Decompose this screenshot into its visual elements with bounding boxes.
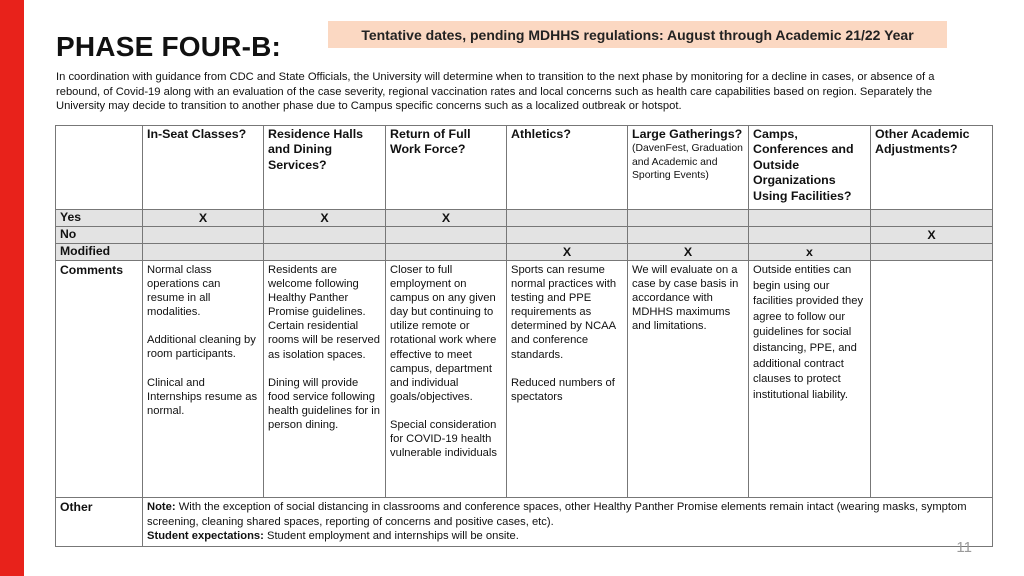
mark-cell: X xyxy=(628,244,749,261)
comment-cell-athletics xyxy=(507,261,628,498)
phase-table xyxy=(55,125,993,547)
mark-cell xyxy=(871,210,993,227)
mark-cell xyxy=(507,227,628,244)
mark-cell xyxy=(628,227,749,244)
row-label-modified: Modified xyxy=(56,244,143,261)
comment-text: Residents are welcome following Healthy Panther Promise guidelines. Certain residential rooms will be reserved as isolation spaces. xyxy=(268,264,380,361)
col-header-residence-halls: Residence Halls and Dining Services? xyxy=(264,126,386,210)
row-label-yes: Yes xyxy=(56,210,143,227)
comment-text: Clinical and Internships resume as normal. xyxy=(147,376,258,417)
comment-text: Sports can resume normal practices with testing and PPE requirements as determined by NCAA and conference standards. xyxy=(511,264,617,361)
row-label-no: No xyxy=(56,227,143,244)
page-title: PHASE FOUR-B: xyxy=(56,31,282,62)
col-header-large-gatherings: Large Gatherings? (DavenFest, Graduation and Academic and Sporting Events) xyxy=(628,126,749,210)
note-text: With the exception of social distancing in classrooms and conference spaces, other Healthy Panther Promise elements remain intact (wearing masks, symptom screening, cleaning shared spaces, reporting of concerns and positive cases, etc). xyxy=(147,501,967,528)
mark-cell xyxy=(386,244,507,261)
comment-cell-other-academic xyxy=(871,261,993,498)
row-modified xyxy=(56,244,993,261)
row-comments xyxy=(56,261,993,498)
student-expectations-text: Student employment and internships will be onsite. xyxy=(263,530,519,542)
comment-text: Special consideration for COVID-19 health vulnerable individuals xyxy=(390,418,497,460)
comment-text: We will evaluate on a case by case basis in accordance with MDHHS maximums and limitations. xyxy=(632,264,739,333)
comment-text: Normal class operations can resume in all modalities. xyxy=(147,264,221,319)
row-other xyxy=(56,498,993,547)
comment-text: Reduced numbers of spectators xyxy=(511,376,615,403)
mark-cell xyxy=(264,244,386,261)
student-expectations-label: Student expectations: xyxy=(147,530,264,542)
col-header-in-seat-classes: In-Seat Classes? xyxy=(143,126,264,210)
mark-cell xyxy=(143,244,264,261)
col-header-camps-conferences: Camps, Conferences and Outside Organizations Using Facilities? xyxy=(749,126,871,210)
header-row xyxy=(56,126,993,210)
red-accent-bar xyxy=(0,0,24,576)
mark-cell xyxy=(871,244,993,261)
col-header-full-work-force: Return of Full Work Force? xyxy=(386,126,507,210)
comment-text: Closer to full employment on campus on any given day but continuing to utilize remote or rotational work where effective to meet campus, department and individual goals/objectives. xyxy=(390,264,497,403)
col-header-athletics: Athletics? xyxy=(507,126,628,210)
row-label-other: Other xyxy=(56,498,143,547)
comment-text: Dining will provide food service following health guidelines for in person dining. xyxy=(268,376,380,431)
row-label-comments: Comments xyxy=(56,261,143,498)
mark-cell xyxy=(386,227,507,244)
comment-text: Additional cleaning by room participants. xyxy=(147,334,256,361)
large-gatherings-note: (DavenFest, Graduation and Academic and Sporting Events) xyxy=(632,143,743,181)
comment-cell-residence xyxy=(264,261,386,498)
corner-cell xyxy=(56,126,143,210)
dates-banner: Tentative dates, pending MDHHS regulations: August through Academic 21/22 Year xyxy=(328,21,947,48)
note-label: Note: xyxy=(147,501,176,513)
intro-paragraph: In coordination with guidance from CDC and State Officials, the University will determine when to transition to the next phase by monitoring for a decline in cases, or absence of a rebound, of Covid-19 along with an evaluation of the case severity, regional vaccination rates and local concerns such as health care capabilities based on region. Separately the University may decide to transition to another phase due to Campus specific concerns such as a localized outbreak or hotspot. xyxy=(56,71,935,112)
col-header-other-academic: Other Academic Adjustments? xyxy=(871,126,993,210)
mark-cell xyxy=(143,227,264,244)
comment-cell-work-force xyxy=(386,261,507,498)
mark-cell: X xyxy=(143,210,264,227)
mark-cell: X xyxy=(386,210,507,227)
mark-cell: X xyxy=(264,210,386,227)
mark-cell: X xyxy=(507,244,628,261)
page-number: 11 xyxy=(956,539,972,556)
comment-cell-camps xyxy=(749,261,871,498)
mark-cell xyxy=(507,210,628,227)
mark-cell: x xyxy=(749,244,871,261)
mark-cell xyxy=(749,227,871,244)
mark-cell xyxy=(264,227,386,244)
comment-text: Outside entities can begin using our facilities provided they agree to follow our guidelines for social distancing, PPE, and additional contract clauses to protect institutional liability. xyxy=(753,264,864,401)
row-no xyxy=(56,227,993,244)
mark-cell xyxy=(628,210,749,227)
mark-cell: X xyxy=(871,227,993,244)
other-note-cell xyxy=(143,498,993,547)
comment-cell-gatherings xyxy=(628,261,749,498)
mark-cell xyxy=(749,210,871,227)
row-yes xyxy=(56,210,993,227)
comment-cell-in-seat xyxy=(143,261,264,498)
